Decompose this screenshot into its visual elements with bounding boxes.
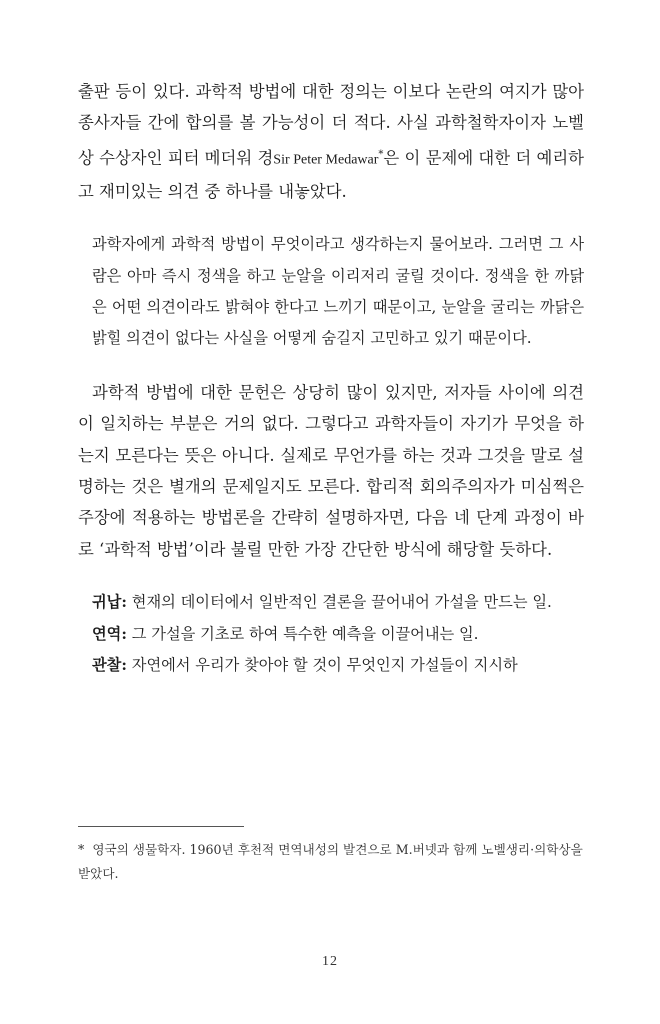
definition-item [92,587,584,618]
footnote [78,838,584,886]
definition-list [92,587,584,681]
definition-text: 자연에서 우리가 찾아야 할 것이 무엇인지 가설들이 지시하 [126,655,518,674]
definition-text: 현재의 데이터에서 일반적인 결론을 끌어내어 가설을 만드는 일. [126,593,552,612]
footnote-mark[interactable]: * [378,148,384,160]
definition-term: 관찰: [92,655,127,674]
footnote-text: 영국의 생물학자. 1960년 후천적 면역내성의 발견으로 M.버넷과 함께 노벨생리·의학상을 받았다. [78,842,583,881]
page-body [78,76,584,681]
paragraph-intro [78,76,584,207]
definition-text: 그 가설을 기초로 하여 특수한 예측을 이끌어내는 일. [126,624,479,643]
definition-item [92,619,584,650]
footnote-divider [78,826,244,827]
english-name: Sir Peter Medawar [273,152,379,168]
block-quote: 과학자에게 과학적 방법이 무엇이라고 생각하는지 물어보라. 그러면 그 사람은 아마 즉시 정색을 하고 눈알을 이리저리 굴릴 것이다. 정색을 한 까닭은 어떤 의견이라도 밝혀야 한다고 느끼기 때문이고, 눈알을 굴리는 까닭은 밝힐 의견이 없다는 사실을 어떻게 숨길지 고민하고 있기 때문이다. [92,235,584,348]
intro-text-before: 출판 등이 있다. 과학적 방법에 대한 정의는 이보다 논란의 여지가 많아 종사자들 간에 합의를 볼 가능성이 더 적다. 사실 과학철학자이자 노벨상 수상자인 피터 메더워 경 [78,82,584,168]
definition-term: 연역: [92,624,127,643]
page-number: 12 [322,954,338,969]
definition-term: 귀납: [92,593,127,612]
definition-item [92,650,584,681]
intro-text-after: 은 이 문제에 대한 더 예리하고 재미있는 의견 중 하나를 내놓았다. [78,148,585,201]
footnote-marker: * [78,842,85,857]
paragraph-main: 과학적 방법에 대한 문헌은 상당히 많이 있지만, 저자들 사이에 의견이 일치하는 부분은 거의 없다. 그렇다고 과학자들이 자기가 무엇을 하는지 모른다는 뜻은 아니다. 실제로 무언가를 하는 것과 그것을 말로 설명하는 것은 별개의 문제일지도 모른다. 합리적 회의주의자가 미심쩍은 주장에 적용하는 방법론을 간략히 설명하자면, 다음 네 단계 과정이 바로 ‘과학적 방법’이라 불릴 만한 가장 간단한 방식에 해당할 듯하다. [78,382,584,559]
